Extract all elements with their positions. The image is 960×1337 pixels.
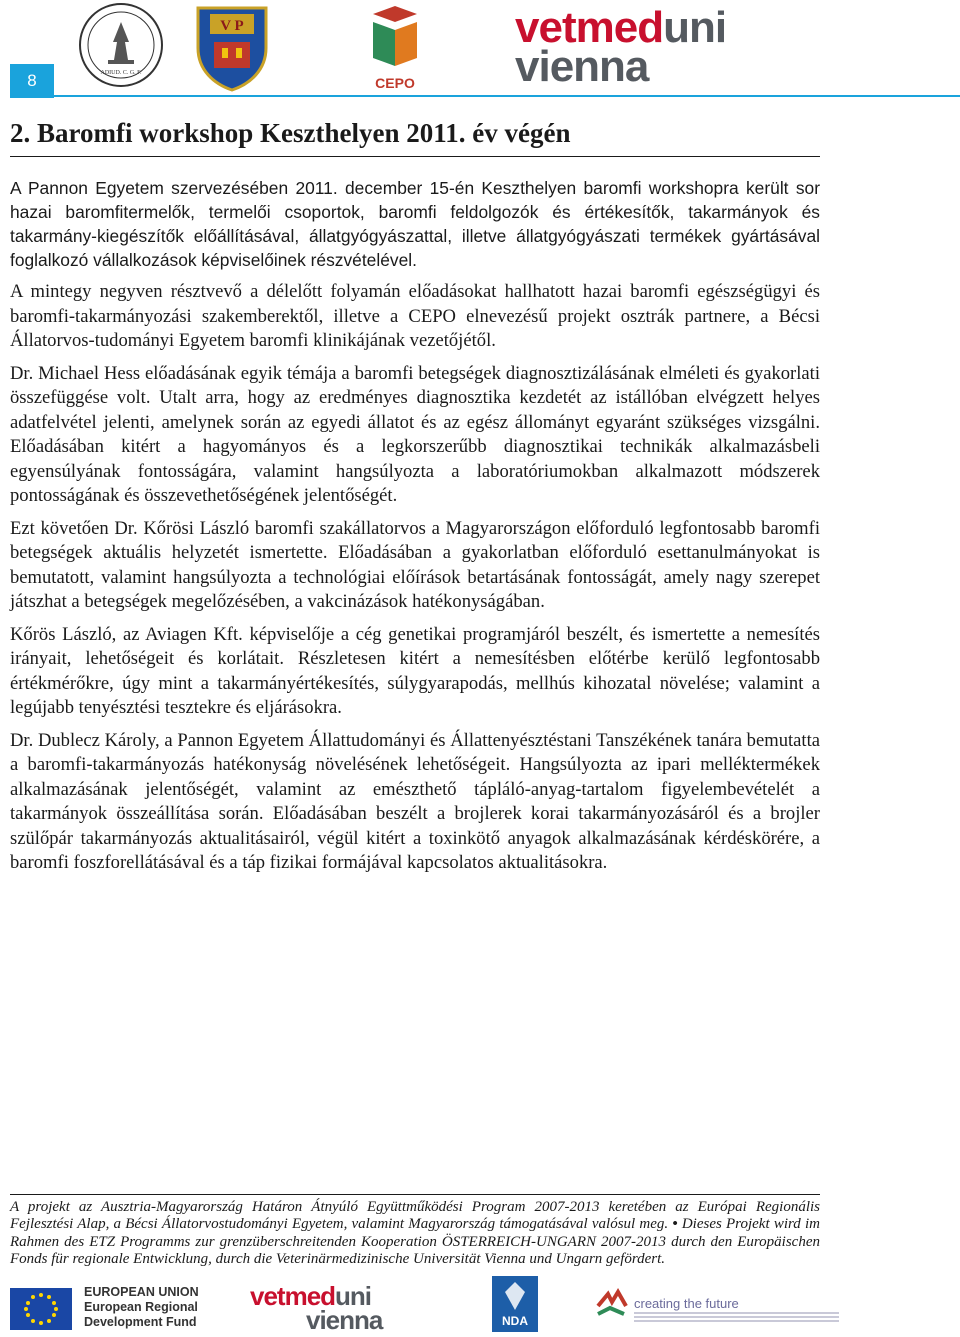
university-shield-logo <box>192 4 272 92</box>
vetmed-uni-text: uni <box>335 1281 372 1311</box>
eu-flag-icon <box>10 1288 72 1330</box>
creating-the-future-logo <box>594 1288 844 1332</box>
vetmed-red-text: vetmed <box>250 1281 336 1311</box>
university-seal-logo <box>78 2 164 88</box>
paragraph: A mintegy negyven résztvevő a délelőtt folyamán előadásokat hallhatott hazai baromfi egészségügyi és baromfi-takarmányozási szakemberektől, illetve a CEPO elnevezésű projekt osztrák partnere, a Bécsi Állatorvos-tudományi Egyetem baromfi klinikájának vezetőjétől. <box>10 281 820 351</box>
vetmeduni-vienna-logo-small <box>250 1281 450 1335</box>
bullet-separator: • <box>668 1216 682 1233</box>
paragraph-intro: A Pannon Egyetem szervezésében 2011. december 15-én Keszthelyen baromfi workshopra került sor hazai baromfitermelők, termelői csoportok, baromfi feldolgozók és értékesítők, takarmányok és takarmány-kiegészítők előállításával, állatgyógyászattal, illetve állatgyógyászati termékek gyártásával foglalkozó vállalkozások képviselőinek részvételével. <box>10 178 820 270</box>
cepo-text: CEPO <box>375 75 415 91</box>
eu-line: Development Fund <box>84 1315 197 1329</box>
seal-text: ADIUD. C. G. F. <box>100 70 142 76</box>
cepo-logo <box>365 4 425 94</box>
nda-logo <box>492 1276 538 1332</box>
page-number: 8 <box>10 64 54 98</box>
footer-rule <box>10 1194 820 1195</box>
paragraph: Dr. Michael Hess előadásának egyik témája a baromfi betegségek diagnosztizálásának elméleti és gyakorlati összefüggése volt. Utalt arra, hogy az eredményes diagnosztika kezdetét az istállóban elvégzett helyes adatfelvétel jelenti, amelynek során az egyedi állatot és az egész állományt egyaránt szükséges vizsgálni. Előadásában kitért a hagyományos és a legkorszerűbb diagnosztikai technikák alkalmazásbeli egyensúlyának fontosságára, valamint hangsúlyozta a laboratóriumokban alkalmazott módszerek pontosságának és összevethetőségének jelentőségét. <box>10 362 820 506</box>
article-body <box>10 176 820 884</box>
vetmed-vienna-text: vienna <box>306 1305 383 1335</box>
paragraph: Kőrös László, az Aviagen Kft. képviselője a cég genetikai programjáról beszélt, és ismertette a nemesítés irányait, lehetőségeit és korlátait. Részletesen kitért a nemesítésben előtérbe kerülő legfontosabb értékmérőkre, úgy mint a takarmányértékesítés, súlygyarapodás, mellhús kihozatal növelése; valamint a legújabb tenyésztési tesztekre és eljárásokra. <box>10 623 820 718</box>
paragraph: Ezt követően Dr. Kőrösi László baromfi szakállatorvos a Magyarországon előforduló legfontosabb baromfi betegségek aktuális helyzetét ismertette. Előadásában a gyakorlatban előforduló esettanulmányokat is bemutatott, valamint hangsúlyozta a technológiai előírások betartásának fontosságát, amely nagy szerepet játszhat a betegségek megelőzésében, a vakcinázások hatékonyságában. <box>10 517 820 612</box>
program-fineprint-graphic <box>634 1312 839 1324</box>
shield-text: V P <box>220 18 244 34</box>
footer-logos <box>0 1280 960 1337</box>
eu-line: EUROPEAN UNION <box>84 1285 199 1299</box>
funding-notice-de: Dieses Projekt wird im Rahmen des ETZ Programms zur grenzüberschreitenden Kooperation ÖSTERREICH-UNGARN 2007-2013 durch den Europäischen Fonds für regionale Entwicklung, durch die Veterinärmedizinische Universität Vienna und Ungarn gefördert. <box>10 1216 820 1268</box>
vetmeduni-vienna-logo <box>515 3 825 91</box>
header-rule <box>54 95 960 97</box>
page-title: 2. Baromfi workshop Keszthelyen 2011. év végén <box>10 118 820 157</box>
creating-the-future-text: creating the future <box>634 1296 739 1311</box>
erdf-logo-text <box>84 1285 199 1330</box>
funding-notice-hu: A projekt az Ausztria-Magyarország Határon Átnyúló Együttműködési Program 2007-2013 keretében az Európai Regionális Fejlesztési Alap, a Bécsi Állatorvostudományi Egyetem, valamint Magyarország támogatásával valósul meg. <box>10 1199 820 1233</box>
vetmed-uni-text: uni <box>663 3 727 52</box>
eu-line: European Regional <box>84 1300 198 1314</box>
funding-notice <box>10 1199 820 1269</box>
vetmed-vienna-text: vienna <box>515 42 649 91</box>
nda-text: NDA <box>502 1314 528 1328</box>
creating-the-future-icon <box>594 1288 630 1324</box>
vetmed-red-text: vetmed <box>515 3 664 52</box>
paragraph: Dr. Dublecz Károly, a Pannon Egyetem Állattudományi és Állattenyésztéstani Tanszékének tanára bemutatta a baromfi-takarmányozás hatékonyság növelésének lehetőségeit. Hangsúlyozta az ipari melléktermékek alkalmazásának jelentőségét, valamint az emészthető tápláló-anyag-tartalom figyelembevételét a takarmányok összeállítása során. Előadásában beszélt a brojlerek korai takarmányozásáról és a brojler szülőpár takarmányozás aktualitásairól, végül kitért a toxinkötő anyagok alkalmazásának kérdéskörére, a baromfi foszforellátásával és a táp fizikai formájával kapcsolatos aktualitásokra. <box>10 729 820 873</box>
header-logos <box>75 2 960 94</box>
